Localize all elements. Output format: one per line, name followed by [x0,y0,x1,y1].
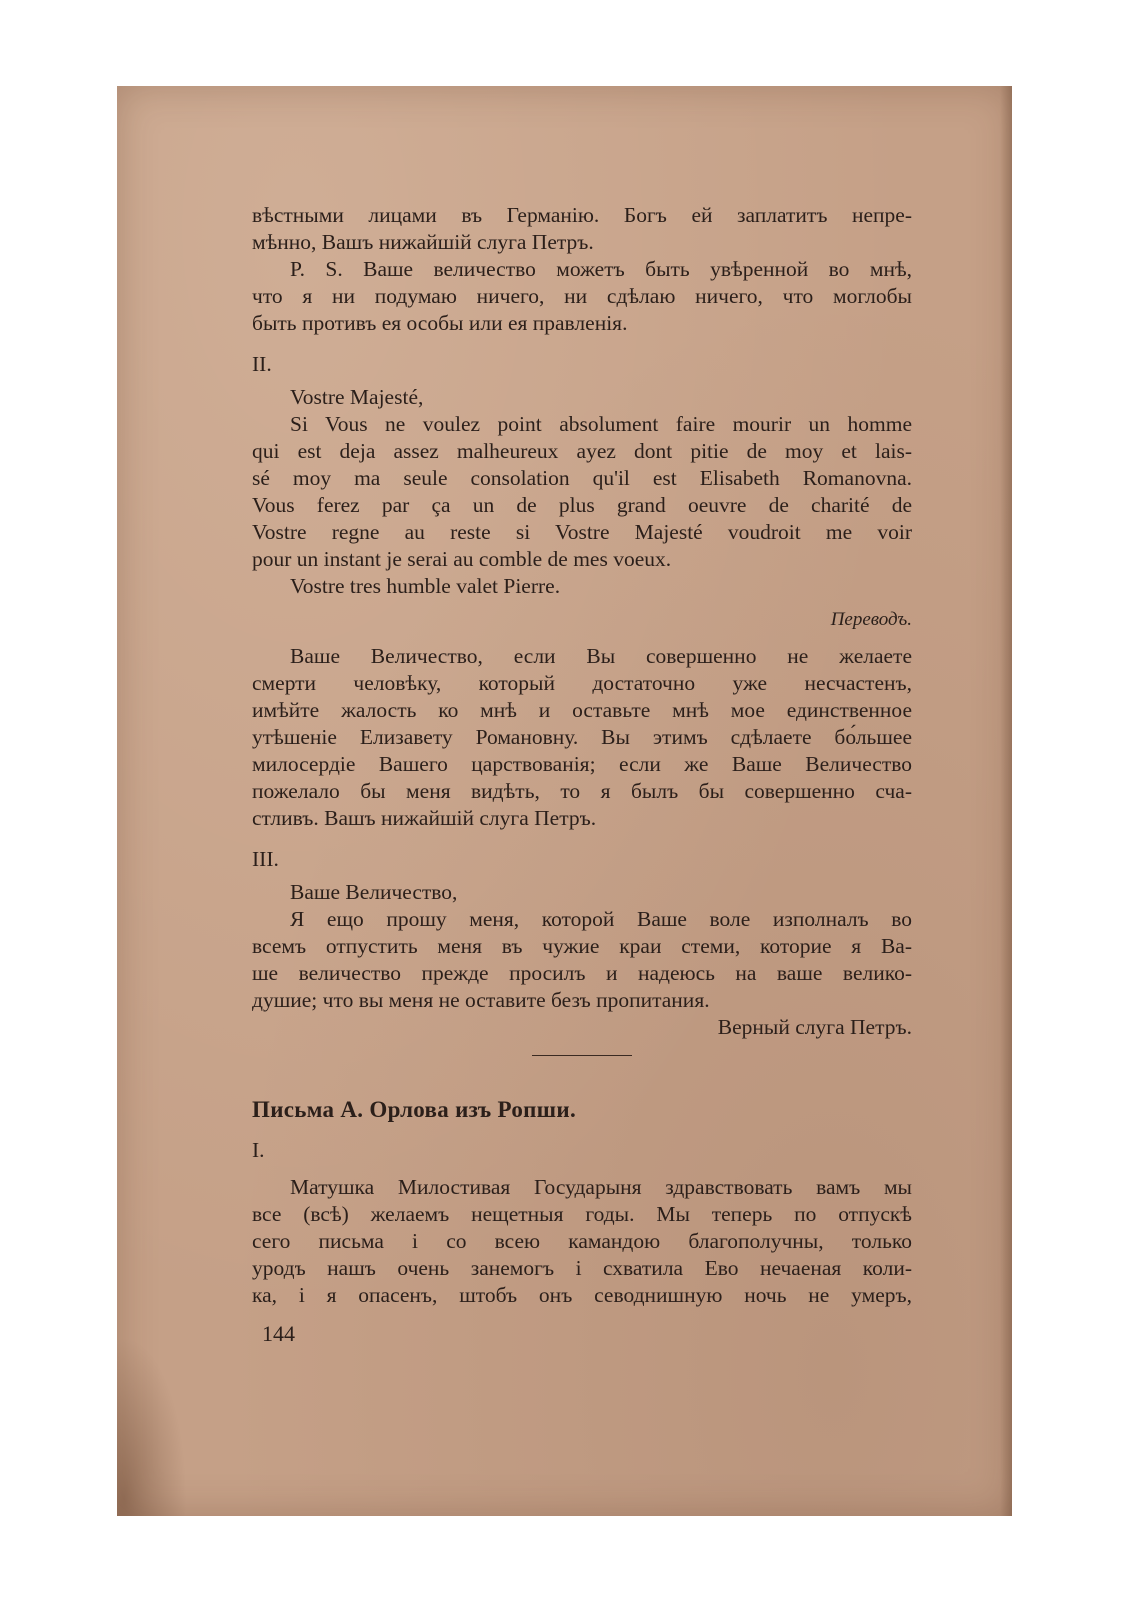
text-line: ка, і я опасенъ, штобъ онъ севоднишную ночь не умеръ, [252,1283,912,1307]
letter-body [252,1174,912,1309]
page-stain [117,1336,187,1516]
section-divider [532,1055,632,1056]
text-line: P. S. Ваше величество можетъ быть увѣренной во мнѣ, [290,257,912,281]
text-line: qui est deja assez malheureux ayez dont pitie de moy et lais- [252,439,912,463]
letter-number: III. [252,847,279,871]
letter-salutation: Vostre Majesté, [290,385,424,409]
text-line: имѣйте жалость ко мнѣ и оставьте мнѣ мое единственное [252,698,912,722]
page-text [252,202,912,1309]
page-edge-shadow [1000,86,1012,1516]
translation-body [252,643,912,832]
text-line: Ваше Величество, если Вы совершенно не желаете [290,644,912,668]
page-number: 144 [262,1321,295,1346]
text-line: сего письма і со всею камандою благополучны, только [252,1229,912,1253]
letter-number: I. [252,1138,265,1162]
text-line: всемъ отпустить меня въ чужие краи стеми, которие я Ва- [252,934,912,958]
text-line: вѣстными лицами въ Германію. Богъ ей заплатитъ непре- [252,203,912,227]
text-line: pour un instant je serai au comble de mes voeux. [252,547,672,571]
text-line: милосердіе Вашего царствованія; если же Ваше Величество [252,752,912,776]
letter-number: II. [252,352,272,376]
text-line: sé moy ma seule consolation qu'il est Elisabeth Romanovna. [252,466,912,490]
text-line: Si Vous ne voulez point absolument faire mourir un homme [290,412,912,436]
text-line: Я ещо прошу меня, которой Ваше воле изполналъ во [290,907,912,931]
letter-body [252,411,912,573]
book-page [117,86,1012,1516]
letter-closing: Vostre tres humble valet Pierre. [290,574,561,598]
text-line: утѣшеніе Елизавету Романовну. Вы этимъ сдѣлаете бо́льшее [252,725,912,749]
text-line: ше величество прежде просилъ и надеюсь на ваше велико- [252,961,912,985]
text-line: Vostre regne au reste si Vostre Majesté voudroit me voir [252,520,912,544]
text-line: стливъ. Вашъ нижайшій слуга Петръ. [252,806,597,830]
text-line: душие; что вы меня не оставите безъ пропитания. [252,988,710,1012]
translation-label: Переводъ. [830,609,912,630]
text-line: уродъ нашъ очень занемогъ і схватила Ево нечаеная коли- [252,1256,912,1280]
text-line: все (всѣ) желаемъ нещетныя годы. Мы теперь по отпускѣ [252,1202,912,1226]
letter-signature: Верный слуга Петръ. [717,1015,912,1039]
section-heading: Письма А. Орлова изъ Ропши. [252,1097,577,1122]
text-line: что я ни подумаю ничего, ни сдѣлаю ничего, что моглобы [252,284,912,308]
text-line: Матушка Милостивая Государыня здравствовать вамъ мы [290,1175,912,1199]
letter-salutation: Ваше Величество, [290,880,458,904]
text-line: смерти человѣку, который достаточно уже несчастенъ, [252,671,912,695]
text-line: мѣнно, Вашъ нижайшій слуга Петръ. [252,230,594,254]
postscript [252,256,912,337]
letter-continuation [252,202,912,256]
text-line: пожелало бы меня видѣть, то я былъ бы совершенно сча- [252,779,912,803]
letter-body [252,906,912,1014]
text-line: быть противъ ея особы или ея правленія. [252,311,628,335]
text-line: Vous ferez par ça un de plus grand oeuvre de charité de [252,493,912,517]
